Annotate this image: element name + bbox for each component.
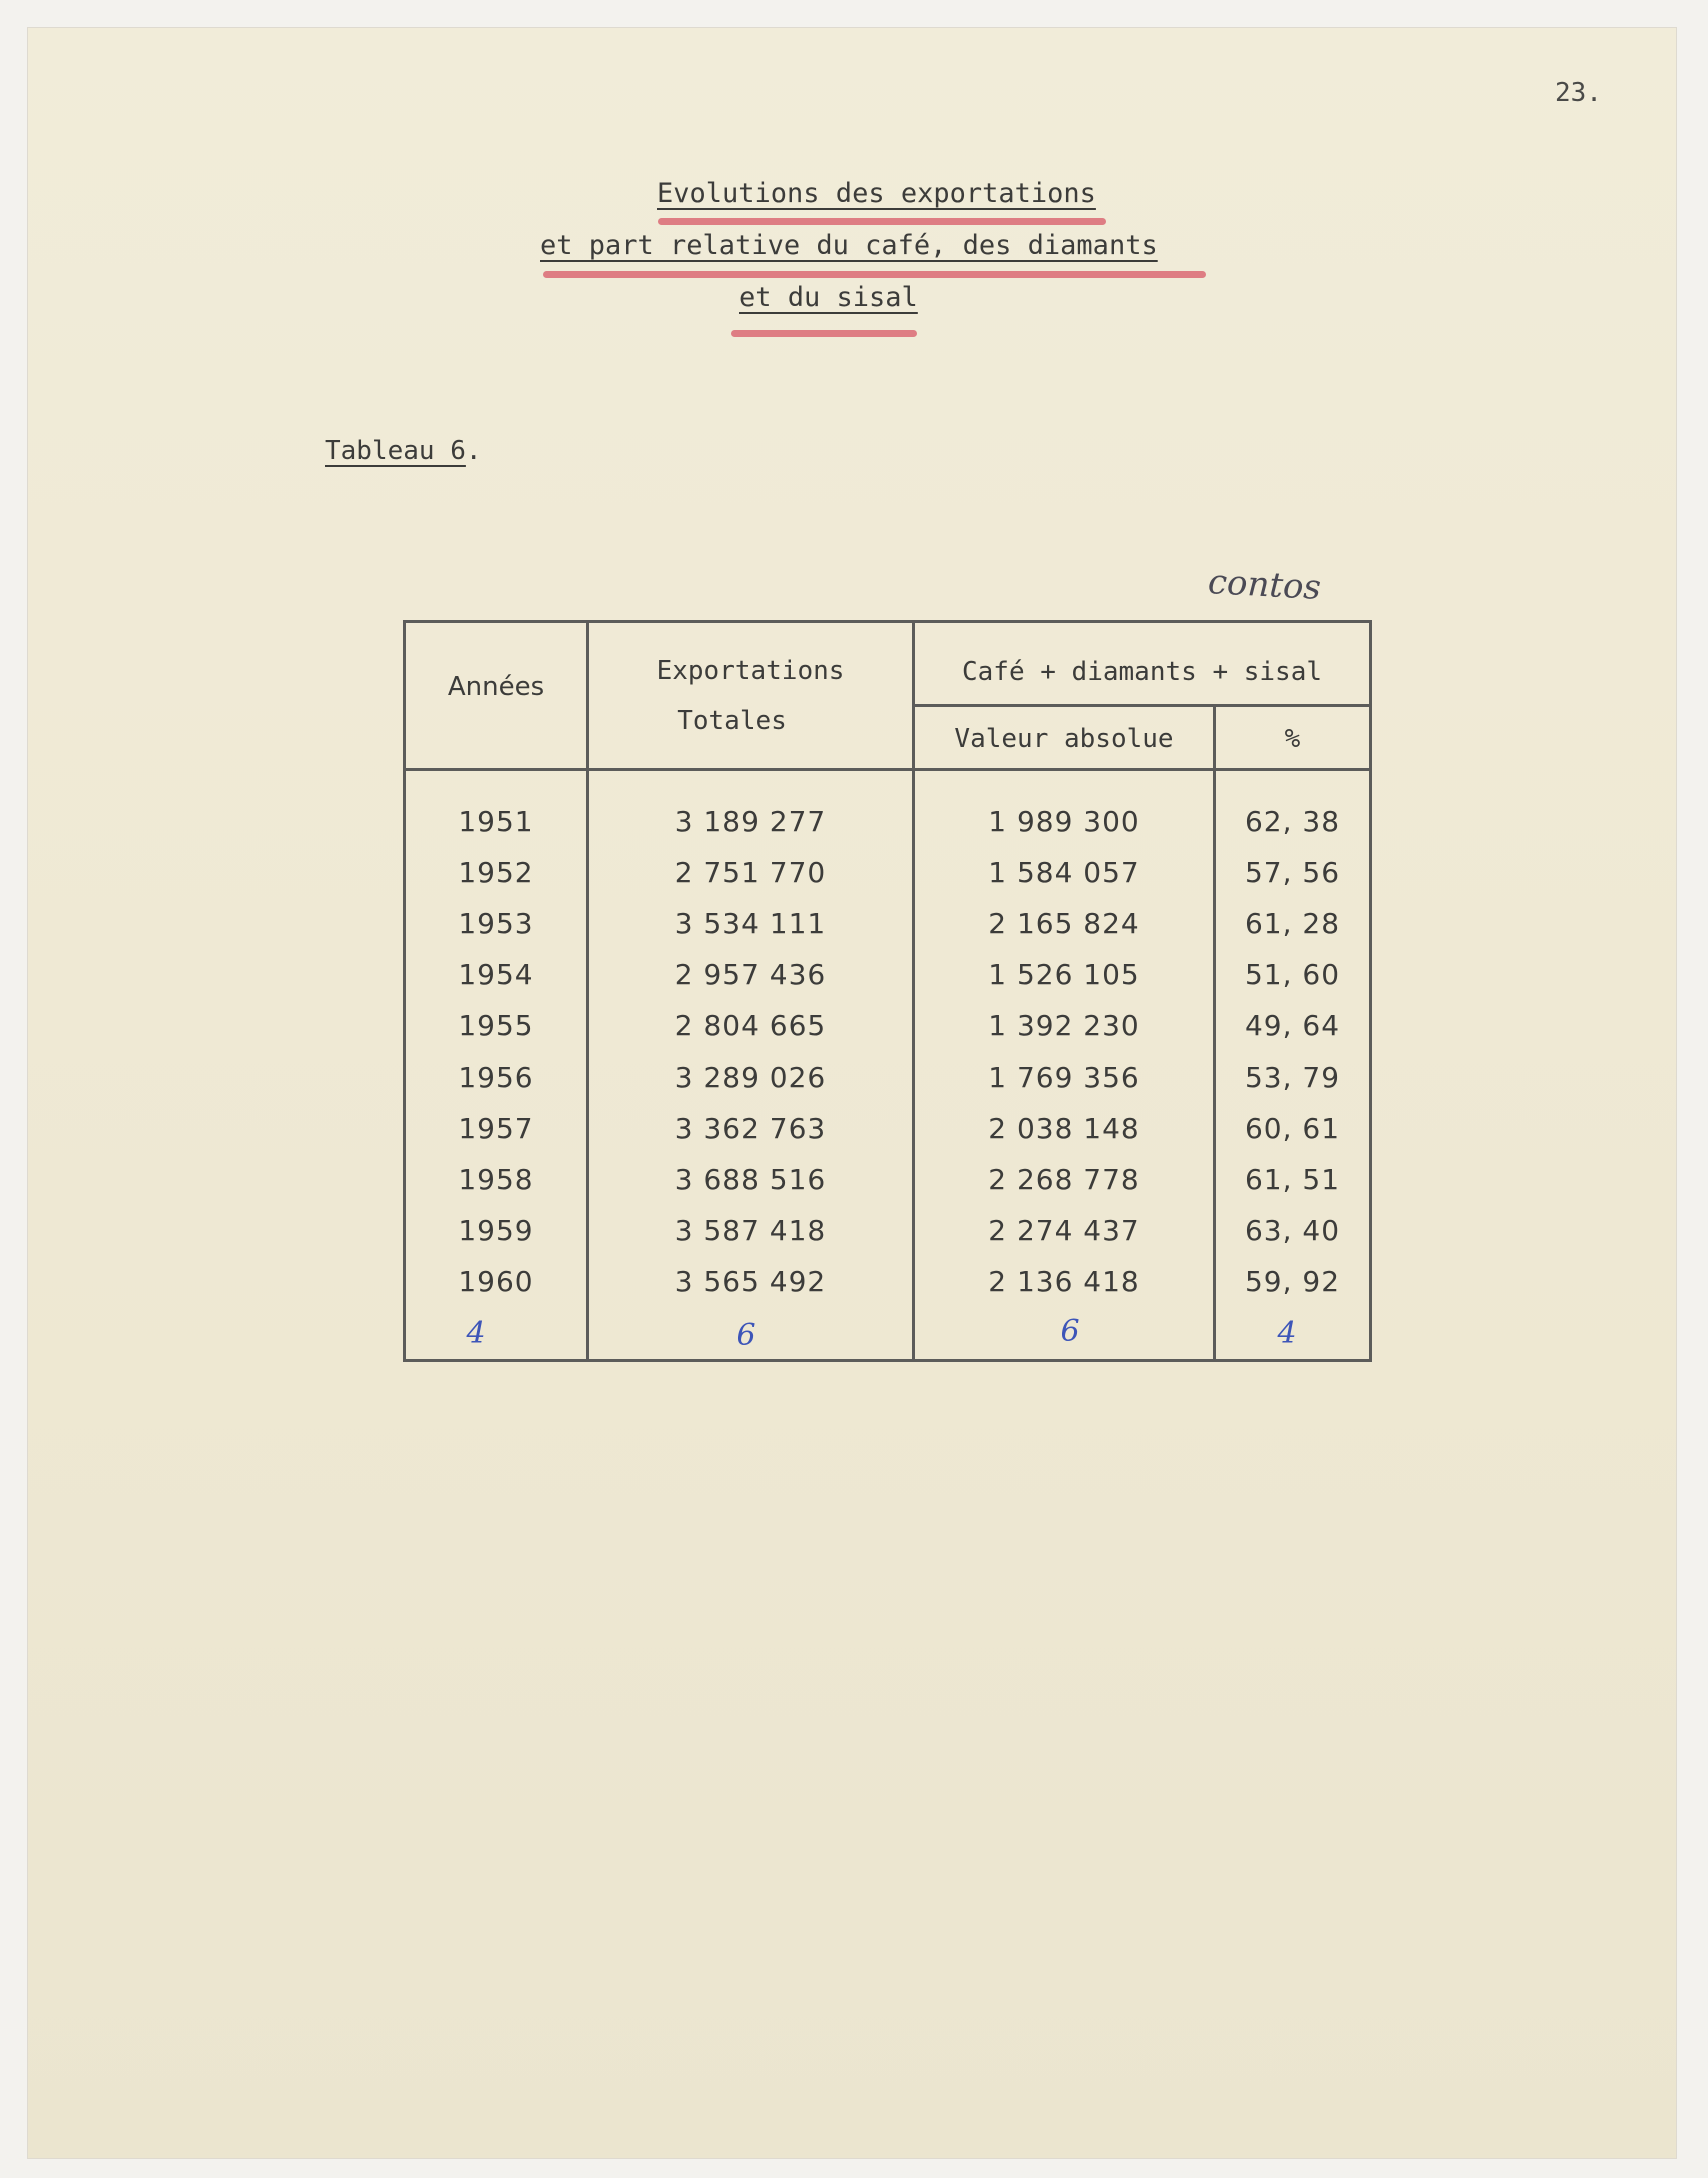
right-border — [1369, 620, 1372, 1362]
title-line-3: et du sisal — [739, 282, 918, 313]
cell-year: 1956 — [458, 1061, 534, 1094]
cell-absolute-value: 1 392 230 — [988, 1009, 1140, 1042]
cell-total-exports: 3 189 277 — [674, 805, 827, 838]
cell-total-exports: 3 565 492 — [674, 1265, 827, 1298]
cell-year: 1960 — [458, 1265, 534, 1298]
cell-absolute-value: 1 526 105 — [988, 958, 1140, 991]
cell-percent: 61, 28 — [1244, 907, 1341, 940]
handwritten-count-percent: 4 — [1277, 1316, 1297, 1351]
header-exports-line2: Totales — [677, 706, 787, 736]
cell-year: 1958 — [458, 1163, 534, 1196]
handwritten-count-exports: 6 — [736, 1318, 756, 1353]
header-bottom-border — [403, 768, 1372, 771]
red-underline-2 — [543, 271, 1206, 278]
table-label — [325, 436, 482, 466]
cell-absolute-value: 2 038 148 — [988, 1112, 1140, 1145]
cell-total-exports: 3 587 418 — [674, 1214, 827, 1247]
cell-absolute-value: 2 274 437 — [988, 1214, 1140, 1247]
title-line-2: et part relative du café, des diamants — [540, 230, 1158, 261]
group-header-divider — [913, 704, 1372, 707]
cell-absolute-value: 2 165 824 — [988, 907, 1140, 940]
cell-year: 1953 — [458, 907, 534, 940]
cell-total-exports: 2 751 770 — [674, 856, 827, 889]
cell-percent: 59, 92 — [1244, 1265, 1341, 1298]
cell-percent: 53, 79 — [1244, 1061, 1341, 1094]
cell-percent: 62, 38 — [1244, 805, 1341, 838]
header-exports-line1: Exportations — [656, 656, 845, 686]
unit-note-handwritten: contos — [1207, 562, 1322, 608]
red-underline-1 — [658, 218, 1106, 225]
cell-total-exports: 3 534 111 — [674, 907, 827, 940]
cell-total-exports: 2 804 665 — [674, 1009, 827, 1042]
cell-absolute-value: 2 136 418 — [988, 1265, 1140, 1298]
left-border — [403, 620, 406, 1362]
cell-year: 1951 — [458, 805, 534, 838]
handwritten-count-absolute: 6 — [1060, 1314, 1080, 1349]
header-group: Café + diamants + sisal — [961, 657, 1323, 687]
cell-absolute-value: 1 584 057 — [988, 856, 1140, 889]
cell-year: 1959 — [458, 1214, 534, 1247]
table-label-text: Tableau 6 — [325, 436, 466, 466]
table-label-period: . — [465, 436, 482, 466]
cell-year: 1952 — [458, 856, 534, 889]
cell-percent: 60, 61 — [1244, 1112, 1341, 1145]
table-top-border — [403, 620, 1372, 623]
handwritten-count-years: 4 — [466, 1316, 486, 1351]
cell-total-exports: 3 362 763 — [674, 1112, 827, 1145]
cell-absolute-value: 1 989 300 — [988, 805, 1140, 838]
cell-absolute-value: 2 268 778 — [988, 1163, 1140, 1196]
page-number: 23. — [1555, 78, 1602, 108]
cell-percent: 61, 51 — [1244, 1163, 1341, 1196]
cell-percent: 57, 56 — [1244, 856, 1341, 889]
header-percent: % — [1284, 724, 1301, 754]
cell-total-exports: 2 957 436 — [674, 958, 827, 991]
header-years: Années — [447, 672, 545, 702]
cell-total-exports: 3 688 516 — [674, 1163, 827, 1196]
cell-year: 1954 — [458, 958, 534, 991]
cell-absolute-value: 1 769 356 — [988, 1061, 1140, 1094]
header-absolute: Valeur absolue — [954, 724, 1174, 754]
cell-percent: 63, 40 — [1244, 1214, 1341, 1247]
cell-percent: 51, 60 — [1244, 958, 1341, 991]
cell-percent: 49, 64 — [1244, 1009, 1341, 1042]
cell-year: 1955 — [458, 1009, 534, 1042]
title-line-1: Evolutions des exportations — [657, 178, 1096, 209]
cell-year: 1957 — [458, 1112, 534, 1145]
red-underline-3 — [731, 330, 917, 337]
table-bottom-border — [403, 1359, 1372, 1362]
cell-total-exports: 3 289 026 — [674, 1061, 827, 1094]
